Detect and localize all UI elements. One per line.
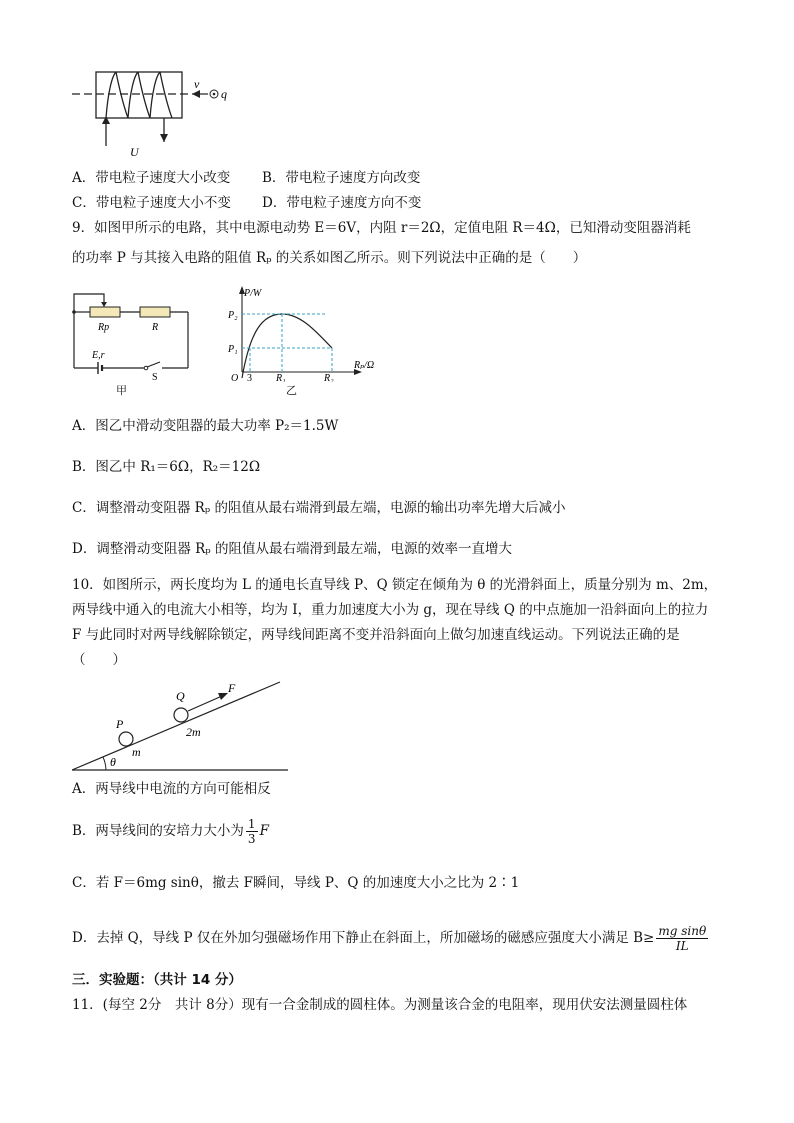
figure-b-caption: 乙 xyxy=(286,384,297,397)
fraction-mgsin-over-il: $\frac{\text{mg sinθ}}{IL}$ xyxy=(658,924,707,953)
q9-option-a: A．图乙中滑动变阻器的最大功率 P₂＝1.5W xyxy=(72,418,339,434)
q9-stem-line1: 9．如图甲所示的电路，其中电源电动势 E＝6V，内阻 r＝2Ω，定值电阻 R＝4Ω，已知滑动变阻器消耗 xyxy=(72,220,691,236)
q8-option-b: B．带电粒子速度方向改变 xyxy=(262,170,421,186)
velocity-label: v xyxy=(194,77,200,91)
q8-option-c: C．带电粒子速度大小不变 xyxy=(72,195,231,211)
q10-option-d-text: D．去掉 Q，导线 P 仅在外加匀强磁场作用下静止在斜面上，所加磁场的磁感应强度大小满足 B≥ xyxy=(72,930,655,946)
q10-option-d xyxy=(72,924,710,953)
charge-label: q xyxy=(221,87,227,101)
q10-stem-line2: 两导线中通入的电流大小相等，均为 I，重力加速度大小为 g，现在导线 Q 的中点施加一沿斜面向上的拉力 xyxy=(72,602,709,618)
q10-stem-line4: （ ） xyxy=(72,652,126,668)
p2-label: P₂ xyxy=(228,310,238,321)
r2-label: R₂ xyxy=(324,373,334,382)
x-axis-label: Rₚ/Ω xyxy=(354,360,375,371)
incline-figure xyxy=(72,676,292,776)
fraction-one-third: $\frac{1}{3}$ xyxy=(247,817,256,846)
solenoid-figure xyxy=(72,62,252,162)
q10-option-b-text: B．两导线间的安培力大小为 xyxy=(72,823,244,839)
section-title-experiment: 三．实验题：（共计 14 分） xyxy=(72,972,242,988)
q10-stem-line1: 10．如图所示，两长度均为 L 的通电长直导线 P、Q 锁定在倾角为 θ 的光滑斜面上，质量分别为 m、2m， xyxy=(72,577,718,593)
circuit-figure xyxy=(68,282,198,382)
q9-option-b: B．图乙中 R₁＝6Ω，R₂＝12Ω xyxy=(72,459,261,475)
mass-2m-label: 2m xyxy=(186,725,201,739)
q10-option-b: B．两导线间的安培力大小为 $\frac{1}{3}$ F xyxy=(72,817,269,846)
y-axis-label: P/W xyxy=(244,288,262,299)
q8-option-a: A．带电粒子速度大小改变 xyxy=(72,170,231,186)
p-label: P xyxy=(116,717,124,731)
q10-option-c: C．若 F＝6mg sinθ，撤去 F瞬间，导线 P、Q 的加速度大小之比为 2∶1 xyxy=(72,875,520,891)
force-label: F xyxy=(228,681,236,695)
voltage-label: U xyxy=(130,145,139,159)
q9-stem-line2: 的功率 P 与其接入电路的阻值 Rₚ 的关系如图乙所示。则下列说法中正确的是（ ） xyxy=(72,250,587,266)
q9-option-d: D．调整滑动变阻器 Rₚ 的阻值从最右端滑到最左端，电源的效率一直增大 xyxy=(72,541,512,557)
q9-option-c: C．调整滑动变阻器 Rₚ 的阻值从最右端滑到最左端，电源的输出功率先增大后减小 xyxy=(72,500,566,516)
mass-m-label: m xyxy=(132,745,141,759)
r-label: R xyxy=(152,322,159,333)
emf-label: E,r xyxy=(92,350,105,361)
q8-option-d: D．带电粒子速度方向不变 xyxy=(262,195,422,211)
q10-option-a: A．两导线中电流的方向可能相反 xyxy=(72,781,271,797)
q11-stem: 11．(每空 2分 共计 8分）现有一合金制成的圆柱体。为测量该合金的电阻率，现用伏安法测量圆柱体 xyxy=(72,997,688,1013)
theta-label: θ xyxy=(110,755,116,769)
q-label: Q xyxy=(176,689,185,703)
power-graph xyxy=(222,282,387,382)
tick-3-label: 3 xyxy=(247,373,252,382)
figure-a-caption-text: 甲 xyxy=(116,384,127,397)
rp-label: Rp xyxy=(98,322,110,333)
origin-label: O xyxy=(231,373,239,382)
q10-stem-line3: F 与此同时对两导线解除锁定，两导线间距离不变并沿斜面向上做匀加速直线运动。下列说法正确的是 xyxy=(72,627,680,643)
p1-label: P₁ xyxy=(228,344,238,355)
switch-label: S xyxy=(152,372,158,382)
r1-label: R₁ xyxy=(276,373,286,382)
